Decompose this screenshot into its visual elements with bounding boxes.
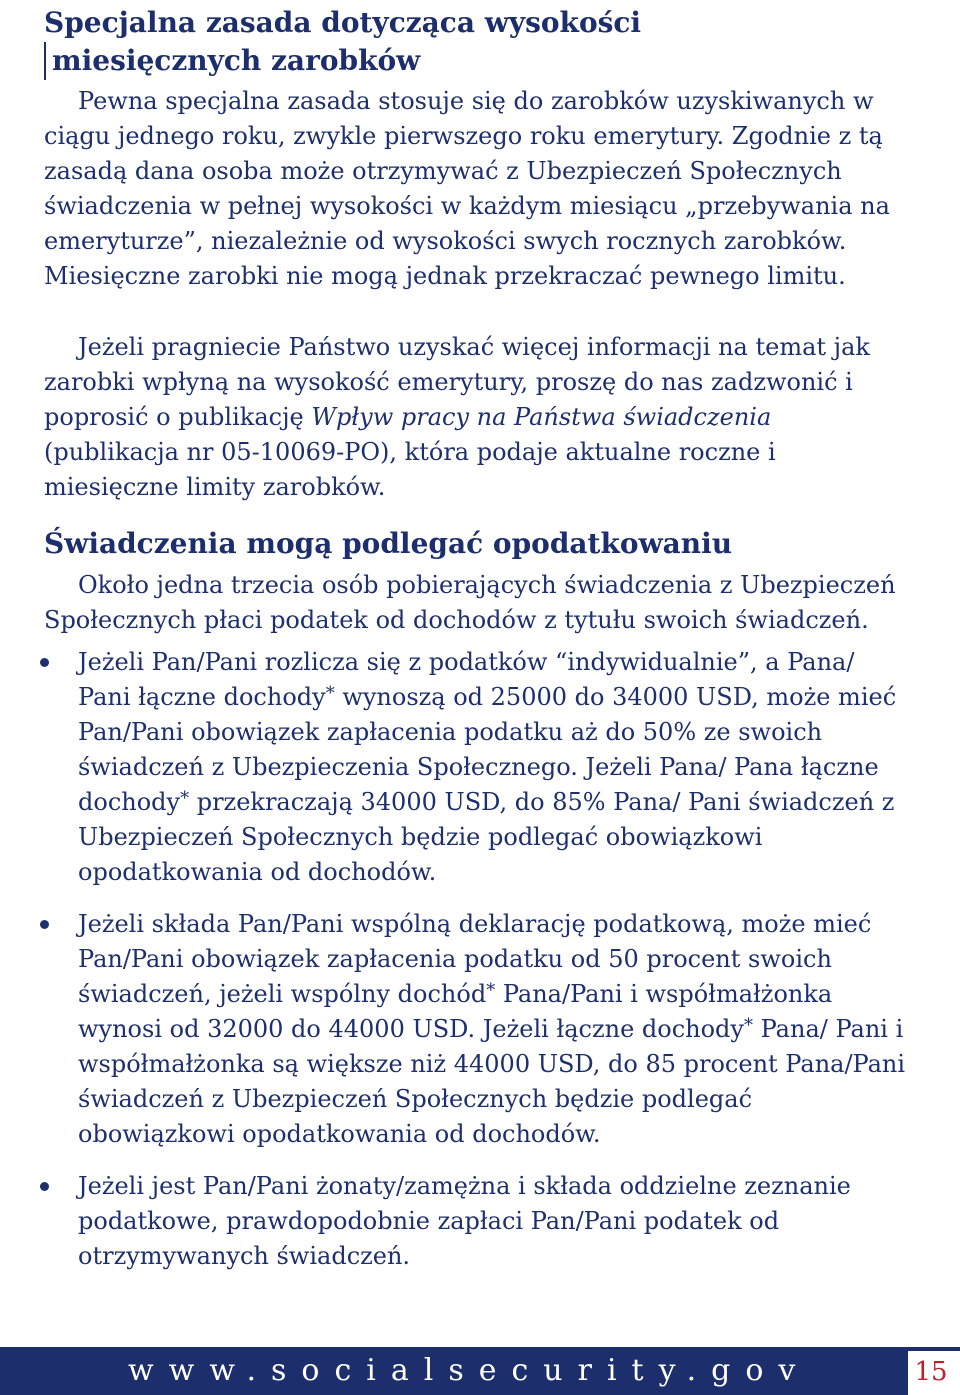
page-number-badge xyxy=(908,1351,960,1395)
paragraph-special-rule-text: Pewna specjalna zasada stosuje się do zarobków uzyskiwanych w ciągu jednego roku, zwykle pierwszego roku emerytury. Zgodnie z tą zasadą dana osoba może otrzymywać z Ubezpieczeń Społecznych świadczenia w pełnej wysokości w każdym miesiącu „przebywania na emeryturze”, niezależnie od wysokości swych rocznych zarobków. Miesięczne zarobki nie mogą jednak przekraczać pewnego limitu. xyxy=(44,87,890,290)
footnote-star-icon: * xyxy=(180,788,190,809)
bullet-icon xyxy=(40,920,49,929)
bullet-text-part: wynoszą od 25000 do 34000 USD, może mieć Pan/Pani obowiązek zapłacenia podatku aż do 50% ze swoich świadczeń z Ubezpieczenia Społecznego. Jeżeli Pana/ Pana łączne dochody xyxy=(78,683,897,816)
paragraph-taxation-intro-text: Około jedna trzecia osób pobierających świadczenia z Ubezpieczeń Społecznych płaci podatek od dochodów z tytułu swoich świadczeń. xyxy=(44,571,896,634)
bullet-text-part: przekraczają 34000 USD, do 85% Pana/ Pani świadczeń z Ubezpieczeń Społecznych będzie podlegać obowiązkowi opodatkowania od dochodów. xyxy=(78,788,895,886)
heading-line-1: Specjalna zasada dotycząca wysokości xyxy=(44,6,642,39)
bullet-text-part: Pana/Pani i współmałżonka wynosi od 32000 do 44000 USD. Jeżeli łączne dochody xyxy=(78,980,833,1043)
list-item xyxy=(40,645,910,890)
bullet-icon xyxy=(40,658,49,667)
paragraph-more-info-tail: (publikacja nr 05-10069-PO), która podaje aktualne roczne i miesięczne limity zarobków. xyxy=(44,438,776,501)
bullet-text-part: Jeżeli jest Pan/Pani żonaty/zamężna i składa oddzielne zeznanie podatkowe, prawdopodobnie zapłaci Pan/Pani podatek od otrzymywanych świadczeń. xyxy=(78,1172,851,1270)
list-item xyxy=(40,907,910,1152)
paragraph-taxation-intro xyxy=(44,568,904,638)
publication-title: Wpływ pracy na Państwa świadczenia xyxy=(311,403,772,431)
page-number: 15 xyxy=(914,1357,948,1387)
heading-line-2: miesięcznych zarobków xyxy=(44,42,924,80)
bullet-text-part: Jeżeli Pan/Pani rozlicza się z podatków “indywidualnie”, a Pana/ Pani łączne dochody xyxy=(78,648,855,711)
bullet-icon xyxy=(40,1182,49,1191)
taxation-bullet-list xyxy=(40,645,910,1291)
footnote-star-icon: * xyxy=(325,683,335,704)
footnote-star-icon: * xyxy=(486,980,496,1001)
paragraph-more-info xyxy=(44,330,894,505)
section-heading-monthly-earnings xyxy=(44,4,924,80)
section-heading-taxation: Świadczenia mogą podlegać opodatkowaniu xyxy=(44,527,733,560)
bullet-text-part: Jeżeli składa Pan/Pani wspólną deklarację podatkową, może mieć Pan/Pani obowiązek zapłacenia podatku od 50 procent swoich świadczeń, jeżeli wspólny dochód xyxy=(78,910,872,1008)
list-item xyxy=(40,1169,910,1274)
paragraph-special-rule xyxy=(44,84,894,294)
footer-bar xyxy=(0,1347,960,1395)
footer-website-link[interactable]: www.socialsecurity.gov xyxy=(128,1353,811,1388)
footnote-star-icon: * xyxy=(743,1015,753,1036)
bullet-text-part: Pana/ Pani i współmałżonka są większe niż 44000 USD, do 85 procent Pana/Pani świadczeń z Ubezpieczeń Społecznych będzie podlegać obowiązkowi opodatkowania od dochodów. xyxy=(78,1015,906,1148)
paragraph-more-info-text: Jeżeli pragniecie Państwo uzyskać więcej informacji na temat jak zarobki wpłyną na wysokość emerytury, proszę do nas zadzwonić i poprosić o publikację xyxy=(44,333,870,431)
